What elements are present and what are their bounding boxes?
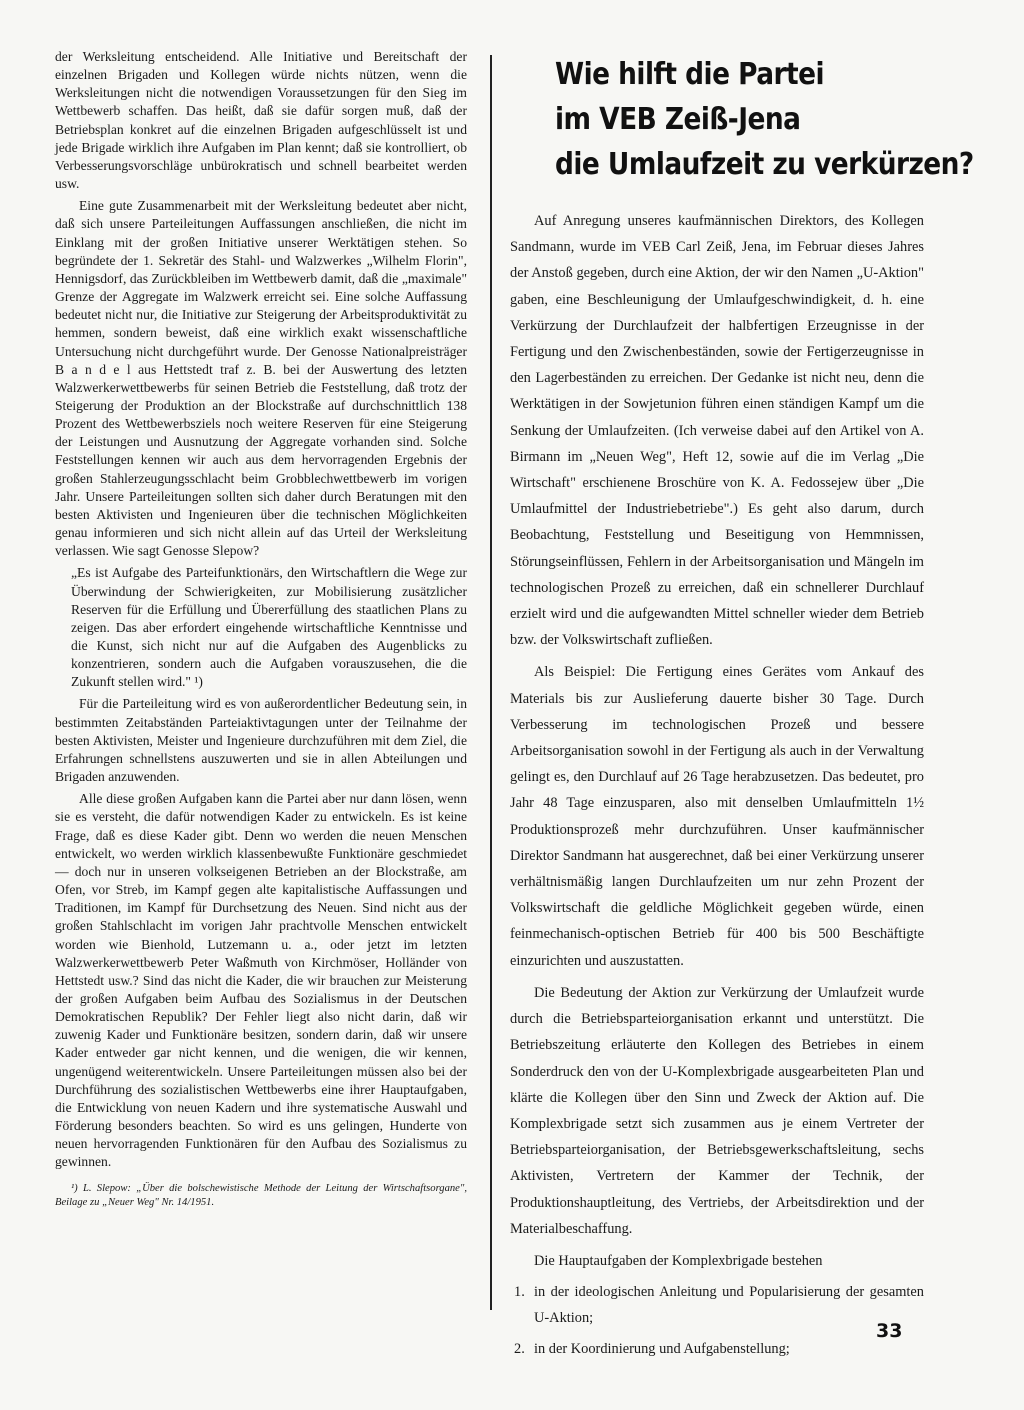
left-paragraph-2: Eine gute Zusammenarbeit mit der Werksleitung bedeutet aber nicht, daß sich unsere Parteileitungen Auffassungen anschließen, die nicht im Einklang mit der großen Initiative unserer Werktätigen stehen. So begründete der 1. Sekretär des Stahl- und Walzwerkes „Wilhelm Florin", Hennigsdorf, das Zurückbleiben im Wettbewerb damit, daß die „maximale" Grenze der Aggregate im Walzwerk erreicht sei. Eine solche Auffassung bedeutet nicht nur, die Initiative zur Steigerung der Arbeitsproduktivität zu hemmen, sondern beweist, daß eine wirklich exakt wissenschaftliche Untersuchung nicht durchgeführt wurde. Der Genosse Nationalpreisträger B a n d e l aus Hettstedt traf z. B. bei der Auswertung des letzten Walzwerkerwettbewerbs für seinen Betrieb die Feststellung, daß trotz der Steigerung der Produktion an der Blockstraße auf durchschnittlich 138 Prozent des Wettbewerbsziels noch weitere Reserven für eine Steigerung der Leistungen und Ausnutzung der Aggregate vorhanden sind. Solche Feststellungen kennen wir auch aus dem hervorragenden Ergebnis der großen Stahlerzeugungsschlacht beim Grobblechwettbewerb im vorigen Jahr. Unsere Parteileitungen sollten sich daher durch Beratungen mit den besten Aktivisten und Ingenieuren über die technischen Möglichkeiten genau informieren und sich nicht allein auf das Urteil der Werksleitung verlassen. Wie sagt Genosse Slepow? (55, 198, 467, 559)
list-item-number: 1. (514, 1284, 525, 1301)
list-item-text: in der ideologischen Anleitung und Popularisierung der gesamten U-Aktion; (534, 1284, 924, 1327)
right-paragraph-1: Auf Anregung unseres kaufmännischen Direktors, des Kollegen Sandmann, wurde im VEB Carl Zeiß, Jena, im Februar dieses Jahres der Anstoß gegeben, durch eine Aktion, der wir den Namen „U-Aktion" gaben, eine Beschleunigung der Umlaufgeschwindigkeit, d. h. eine Verkürzung der Durchlaufzeit der halbfertigen Erzeugnisse in der Fertigung und den Zwischenbeständen, sowie der Fertigerzeugnisse in den Lagerbeständen zu erreichen. Der Gedanke ist nicht neu, denn die Werktätigen in der Sowjetunion führen einen ständigen Kampf um die Senkung der Umlaufzeiten. (Ich verweise dabei auf den Artikel von A. Birmann im „Neuen Weg", Heft 12, sowie auf die im Verlag „Die Wirtschaft" erschienene Broschüre von K. A. Fedossejew über „Die Umlaufmittel der Industriebetriebe".) Es geht also darum, durch Beobachtung, Feststellung und Beseitigung von Hemmnissen, Störungseinflüssen, Fehlern in der Arbeitsorganisation und Mängeln im technologischen Prozeß zu erreichen, daß ein schnellerer Durchlauf erzielt wird und die aufgewandten Mittel schneller wieder dem Betrieb bzw. der Volkswirtschaft zufließen. (510, 213, 924, 649)
headline-line-2: im VEB Zeiß-Jena (555, 102, 801, 137)
left-column (55, 48, 467, 1210)
page-number: 33 (876, 1320, 903, 1342)
right-paragraph-3: Die Bedeutung der Aktion zur Verkürzung der Umlaufzeit wurde durch die Betriebsparteiorganisation erkannt und unterstützt. Die Betriebszeitung erläuterte den Kollegen des Betriebes in einem Sonderdruck den von der U-Komplexbrigade ausgearbeiteten Plan und klärte die Kollegen über den Sinn und Zweck der Aktion auf. Die Komplexbrigade setzt sich zusammen aus je einem Vertreter der Betriebsparteiorganisation, der Betriebsgewerkschaftsleitung, sechs Aktivisten, Vertretern der Kammer der Technik, der Produktionshauptleitung, des Vertriebs, der Arbeitsdirektion und der Materialbeschaffung. (510, 984, 924, 1237)
footnote: ¹) L. Slepow: „Über die bolschewistische Methode der Leitung der Wirtschaftsorgane", Beilage zu „Neuer Weg" Nr. 14/1951. (55, 1182, 467, 1208)
slepow-quote: „Es ist Aufgabe des Parteifunktionärs, den Wirtschaftlern die Wege zur Überwindung der Schwierigkeiten, zur Mobilisierung zusätzlicher Reserven für die Erfüllung und Übererfüllung des staatlichen Plans zu zeigen. Das aber erfordert eingehende wirtschaftliche Kenntnisse und die Kunst, sich nicht nur auf die Aufgaben des Augenblicks zu konzentrieren, sondern auch die Aufgaben vorauszusehen, die die Zukunft stellen wird." ¹) (71, 565, 467, 690)
right-paragraph-2: Als Beispiel: Die Fertigung eines Gerätes vom Ankauf des Materials bis zur Auslieferung dauerte bisher 30 Tage. Durch Verbesserung im technologischen Prozeß und bessere Arbeitsorganisation sowohl in der Fertigung als auch in der Verwaltung gelingt es, den Durchlauf auf 26 Tage herabzusetzen. Das bedeutet, pro Jahr 48 Tage einzusparen, also mit denselben Umlaufmitteln 1½ Produktionsprozeß mehr durchzuführen. Unser kaufmännischer Direktor Sandmann hat ausgerechnet, daß bei einer Verkürzung unserer verhältnismäßig langen Durchlaufzeiten um nur zehn Prozent der Volkswirtschaft die geldliche Möglichkeit gegeben würde, einen feinmechanisch-optischen Betrieb für 400 bis 500 Beschäftigte einzurichten und auszustatten. (510, 664, 924, 969)
article-headline (555, 52, 974, 187)
list-item (510, 1279, 924, 1331)
right-column (510, 208, 924, 1366)
list-item-number: 2. (514, 1340, 525, 1357)
list-intro: Die Hauptaufgaben der Komplexbrigade bestehen (534, 1252, 823, 1269)
column-divider (490, 55, 492, 1310)
left-paragraph-1: der Werksleitung entscheidend. Alle Initiative und Bereitschaft der einzelnen Brigaden und Kollegen würde nichts nützen, wenn die Werksleitungen nicht die notwendigen Voraussetzungen für den Sieg im Wettbewerb schaffen. Das heißt, daß sie dafür sorgen muß, daß der Betriebsplan konkret auf die einzelnen Brigaden aufgeschlüsselt ist und jede Brigade wirklich ihre Aufgaben im Plan kennt; daß sie kontrolliert, ob Verbesserungsvorschläge unbürokratisch und schnell bearbeitet werden usw. (55, 49, 467, 192)
headline-line-1: Wie hilft die Partei (555, 57, 824, 92)
list-item-text: in der Koordinierung und Aufgabenstellung; (534, 1340, 790, 1357)
list-item (510, 1336, 924, 1362)
tasks-list (510, 1279, 924, 1362)
headline-line-3: die Umlaufzeit zu verkürzen? (555, 147, 974, 182)
left-paragraph-4: Für die Parteileitung wird es von außerordentlicher Bedeutung sein, in bestimmten Zeitabständen Parteiaktivtagungen unter der Teilnahme der besten Aktivisten, Meister und Ingenieure durchzuführen mit dem Ziel, die Erfahrungen schnellstens auszuwerten und sie in allen Abteilungen und Brigaden anzuwenden. (55, 696, 467, 785)
left-paragraph-5: Alle diese großen Aufgaben kann die Partei aber nur dann lösen, wenn sie es versteht, die dafür notwendigen Kader zu entwickeln. Es ist keine Frage, daß es diese Kader gibt. Denn wo werden die neuen Menschen entwickelt, wo werden wirklich klassenbewußte Funktionäre geschmiedet — doch nur in unseren volkseigenen Betrieben an der Blockstraße, am Ofen, vor Streb, im Kampf gegen alte kapitalistische Auffassungen und Traditionen, im Kampf für Durchsetzung des Neuen. Sind nicht aus der großen Stahlschlacht im vorigen Jahr prachtvolle Menschen entwickelt worden wie Bienhold, Lutzemann u. a., oder jetzt im letzten Walzwerkerwettbewerb Peter Waßmuth von Kirchmöser, Holländer von Hettstedt usw.? Sind das nicht die Kader, die wir brauchen zur Meisterung der großen Aufgaben beim Aufbau des Sozialismus in der Deutschen Demokratischen Republik? Der Fehler liegt also nicht darin, daß wir zuwenig Kader und Funktionäre besitzen, sondern darin, daß wir unsere Kader entweder gar nicht kennen, und die wenigen, die wir kennen, ungenügend weiterentwickeln. Unsere Parteileitungen müssen also bei der Durchführung des sozialistischen Wettbewerbs eine ihrer Hauptaufgaben, die Entwicklung von neuen Kadern und ihre systematische Auswahl und Förderung besonders beachten. So wird es uns gelingen, Hunderte von neuen hervorragenden Funktionären für den Aufbau des Sozialismus zu gewinnen. (55, 791, 467, 1170)
